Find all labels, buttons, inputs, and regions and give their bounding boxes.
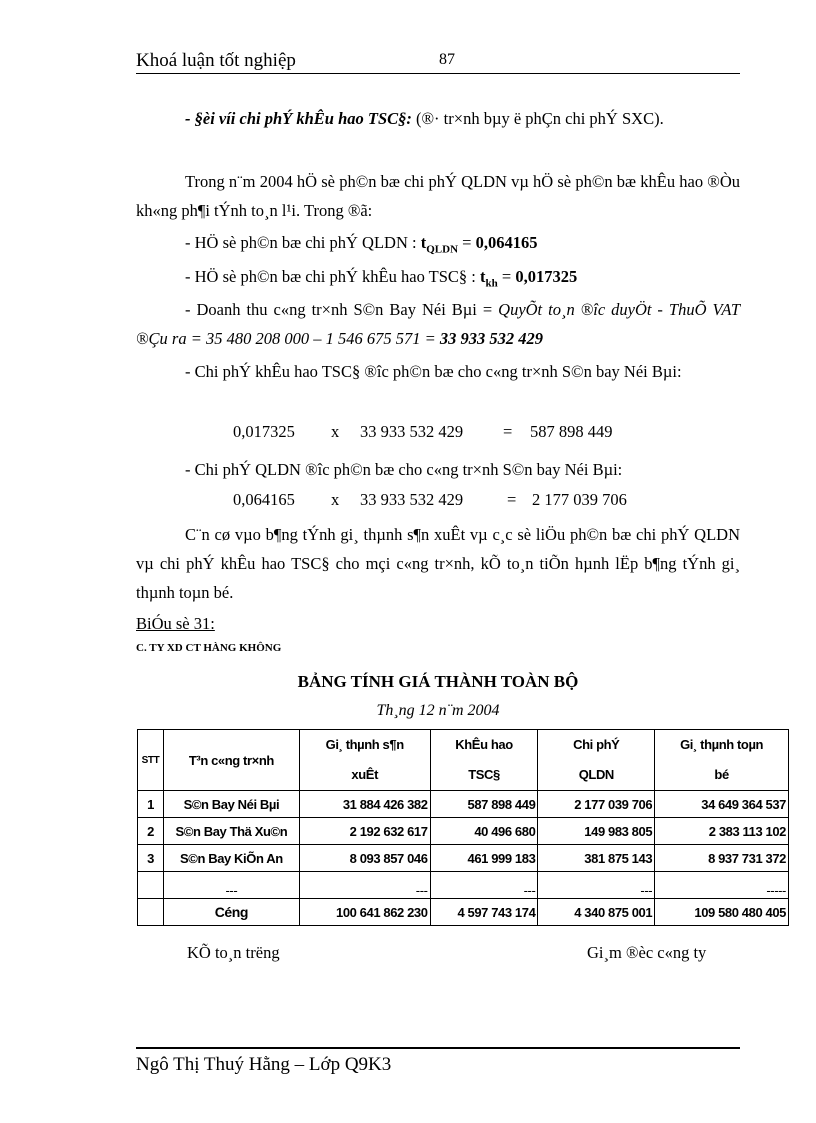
table-title: BẢNG TÍNH GIÁ THÀNH TOÀN BỘ [297, 672, 579, 691]
company-name: C. TY XD CT HÀNG KHÔNG [136, 642, 282, 654]
row-qldn: 381 875 143 [538, 845, 655, 872]
calc1-operator: x [331, 422, 340, 441]
footer-rule [136, 1047, 740, 1049]
calc1-result: 587 898 449 [530, 422, 613, 441]
coefficient-qldn-subscript: QLDN [426, 243, 459, 256]
calc2-result: 2 177 039 706 [532, 490, 627, 509]
total-label: Céng [163, 899, 299, 926]
ellipsis-total: ----- [655, 872, 789, 899]
ellipsis-depreciation: --- [430, 872, 538, 899]
coefficient-qldn-value: 0,064165 [475, 233, 538, 252]
ellipsis-qldn: --- [538, 872, 655, 899]
coefficient-kh-label: - HÖ sè ph©n bæ chi phÝ khÊu hao TSC§ : [185, 267, 476, 286]
header-rule [136, 73, 740, 74]
header-name: T³n c«ng tr×nh [163, 730, 299, 791]
header-stt: STT [138, 730, 164, 791]
row-total-cost: 2 383 113 102 [655, 818, 789, 845]
depreciation-note: (®· tr×nh bµy ë phÇn chi phÝ SXC). [411, 109, 664, 128]
row-depreciation: 461 999 183 [430, 845, 538, 872]
table-row-ellipsis [138, 872, 789, 899]
calc2-coefficient: 0,064165 [233, 490, 295, 509]
header-total-line2: bé [714, 767, 729, 782]
header-qldn-line1: Chi phÝ [573, 737, 620, 752]
total-qldn: 4 340 875 001 [538, 899, 655, 926]
row-qldn: 149 983 805 [538, 818, 655, 845]
calc1-revenue: 33 933 532 429 [360, 422, 464, 441]
coefficient-qldn-label: - HÖ sè ph©n bæ chi phÝ QLDN : [185, 233, 417, 252]
total-stt [138, 899, 164, 926]
row-stt: 2 [138, 818, 164, 845]
header-title: Khoá luận tốt nghiệp [136, 50, 296, 71]
coefficient-qldn-symbol: t [420, 233, 427, 252]
qldn-allocation-paragraph: - Chi phÝ QLDN ®îc ph©n bæ cho c«ng tr×nh S©n bay Néi Bµi: [185, 460, 623, 479]
revenue-value: 33 933 532 429 [439, 329, 543, 348]
calc1-equals: = [503, 422, 513, 441]
header-depreciation-line1: KhÊu hao [455, 737, 513, 752]
row-depreciation: 587 898 449 [430, 791, 538, 818]
row-stt: 3 [138, 845, 164, 872]
coefficient-kh-symbol: t [480, 267, 486, 286]
table-row [138, 791, 789, 818]
header-depreciation [430, 730, 538, 791]
signature-chief-accountant: KÕ to¸n trëng [187, 943, 280, 962]
cost-table [137, 729, 789, 926]
revenue-label: - Doanh thu c«ng tr×nh S©n Bay Néi Bµi = [185, 300, 499, 319]
calc1-coefficient: 0,017325 [233, 422, 295, 441]
ellipsis-name: --- [163, 872, 299, 899]
depreciation-allocation-paragraph: - Chi phÝ khÊu hao TSC§ ®îc ph©n bæ cho c«ng tr×nh S©n bay Néi Bµi: [185, 362, 682, 381]
row-qldn: 2 177 039 706 [538, 791, 655, 818]
table-subtitle: Th¸ng 12 n¨m 2004 [376, 702, 500, 719]
paragraph-depreciation-note [136, 104, 740, 133]
coefficient-kh-equals: = [497, 267, 516, 286]
depreciation-heading: - §èi víi chi phÝ khÊu hao TSC§: [185, 109, 412, 128]
header-production-cost [299, 730, 430, 791]
revenue-formula: QuyÕt to¸n ®îc duyÖt - ThuÕ VAT ®Çu ra = 35 480 208 000 – 1 546 675 571 = [136, 300, 740, 348]
coefficient-qldn-line [136, 228, 740, 264]
table-header-row [138, 730, 789, 791]
total-depreciation: 4 597 743 174 [430, 899, 538, 926]
revenue-paragraph [136, 295, 740, 353]
calc2-operator: x [331, 490, 340, 509]
row-total-cost: 34 649 364 537 [655, 791, 789, 818]
total-total-cost: 109 580 480 405 [655, 899, 789, 926]
coefficient-qldn-equals: = [458, 233, 476, 252]
coefficient-kh-value: 0,017325 [515, 267, 578, 286]
row-project-name: S©n Bay KiÕn An [163, 845, 299, 872]
header-qldn [538, 730, 655, 791]
footer-author: Ngô Thị Thuý Hằng – Lớp Q9K3 [136, 1054, 392, 1075]
header-total-cost [655, 730, 789, 791]
row-project-name: S©n Bay Thä Xu©n [163, 818, 299, 845]
page-number: 87 [439, 51, 455, 68]
row-total-cost: 8 937 731 372 [655, 845, 789, 872]
row-production-cost: 31 884 426 382 [299, 791, 430, 818]
header-depreciation-line2: TSC§ [468, 767, 500, 782]
ellipsis-production: --- [299, 872, 430, 899]
header-qldn-line2: QLDN [578, 767, 614, 782]
signature-director: Gi¸m ®èc c«ng ty [587, 943, 707, 962]
header-production-line2: xuÊt [351, 767, 378, 782]
table-row [138, 818, 789, 845]
table-total-row [138, 899, 789, 926]
row-depreciation: 40 496 680 [430, 818, 538, 845]
ellipsis-stt [138, 872, 164, 899]
table-row [138, 845, 789, 872]
header-total-line1: Gi¸ thµnh toµn [680, 737, 764, 752]
calc2-revenue: 33 933 532 429 [360, 490, 464, 509]
row-production-cost: 8 093 857 046 [299, 845, 430, 872]
calc2-equals: = [507, 490, 517, 509]
row-project-name: S©n Bay Néi Bµi [163, 791, 299, 818]
row-stt: 1 [138, 791, 164, 818]
form-label: BiÓu sè 31: [136, 614, 215, 633]
coefficient-kh-line [136, 262, 740, 298]
header-production-line1: Gi¸ thµnh s¶n [325, 737, 404, 752]
row-production-cost: 2 192 632 617 [299, 818, 430, 845]
summary-paragraph: C¨n cø vµo b¶ng tÝnh gi¸ thµnh s¶n xuÊt vµ c¸c sè liÖu ph©n bæ chi phÝ QLDN vµ chi phÝ khÊu hao TSC§ cho mçi c«ng tr×nh, kÕ to¸n tiÕn hµnh lËp b¶ng tÝnh gi¸ thµnh toµn bé. [136, 525, 740, 602]
total-production-cost: 100 641 862 230 [299, 899, 430, 926]
coefficient-kh-subscript: kh [485, 277, 498, 290]
paragraph-allocation-intro: Trong n¨m 2004 hÖ sè ph©n bæ chi phÝ QLDN vµ hÖ sè ph©n bæ khÊu hao ®Òu kh«ng ph¶i tÝnh to¸n l¹i. Trong ®ã: [136, 172, 740, 220]
